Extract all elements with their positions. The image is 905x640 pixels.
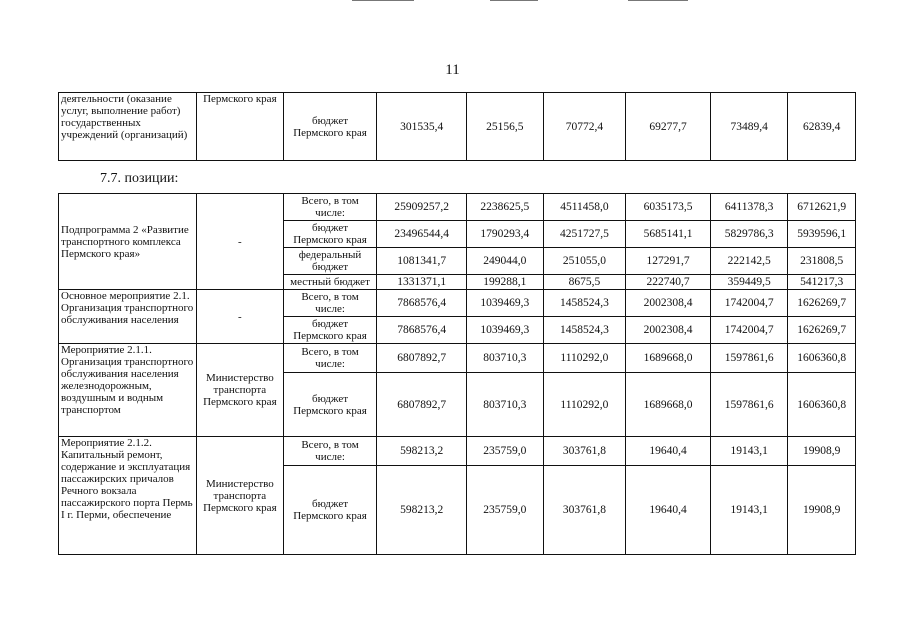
value-cell: 6712621,9: [788, 194, 856, 221]
table-row: [59, 290, 856, 317]
value-cell: 2002308,4: [626, 290, 711, 317]
value-cell: 1597861,6: [710, 373, 788, 437]
table-row: [59, 437, 856, 466]
value-cell: 222142,5: [710, 248, 788, 275]
value-cell: 127291,7: [626, 248, 711, 275]
value-cell: 19143,1: [710, 466, 788, 555]
value-cell: 301535,4: [377, 93, 467, 161]
value-cell: 1458524,3: [543, 290, 626, 317]
value-cell: 1626269,7: [788, 290, 856, 317]
row-source: местный бюджет: [283, 275, 377, 290]
value-cell: 1039469,3: [467, 290, 544, 317]
value-cell: 803710,3: [467, 344, 544, 373]
value-cell: 249044,0: [467, 248, 544, 275]
row-org: -: [197, 194, 284, 290]
row-name: Основное мероприятие 2.1. Организация транспортного обслуживания населения: [59, 290, 197, 344]
row-source: Всего, в том числе:: [283, 290, 377, 317]
row-source: бюджет Пермского края: [283, 317, 377, 344]
value-cell: 19143,1: [710, 437, 788, 466]
table-row: [59, 93, 856, 161]
value-cell: 5685141,1: [626, 221, 711, 248]
value-cell: 199288,1: [467, 275, 544, 290]
value-cell: 2238625,5: [467, 194, 544, 221]
table-row: [59, 344, 856, 373]
value-cell: 1742004,7: [710, 317, 788, 344]
row-name: Мероприятие 2.1.1. Организация транспортного обслуживания населения железнодорожным, воздушным и водным транспортом: [59, 344, 197, 437]
row-org: Министерство транспорта Пермского края: [197, 344, 284, 437]
value-cell: 19640,4: [626, 466, 711, 555]
value-cell: 803710,3: [467, 373, 544, 437]
value-cell: 1626269,7: [788, 317, 856, 344]
row-name: деятельности (оказание услуг, выполнение работ) государственных учреждений (организаций): [59, 93, 197, 161]
row-source: федеральный бюджет: [283, 248, 377, 275]
row-source: Всего, в том числе:: [283, 194, 377, 221]
value-cell: 25909257,2: [377, 194, 467, 221]
page-number: 11: [445, 62, 460, 78]
top-edge-mark: [490, 0, 538, 1]
row-source: бюджет Пермского края: [283, 221, 377, 248]
value-cell: 6035173,5: [626, 194, 711, 221]
value-cell: 359449,5: [710, 275, 788, 290]
row-source: Всего, в том числе:: [283, 437, 377, 466]
value-cell: 7868576,4: [377, 317, 467, 344]
row-source: бюджет Пермского края: [283, 93, 377, 161]
value-cell: 62839,4: [788, 93, 856, 161]
value-cell: 1742004,7: [710, 290, 788, 317]
value-cell: 1689668,0: [626, 344, 711, 373]
value-cell: 1790293,4: [467, 221, 544, 248]
value-cell: 6807892,7: [377, 344, 467, 373]
value-cell: 73489,4: [710, 93, 788, 161]
value-cell: 235759,0: [467, 466, 544, 555]
value-cell: 4251727,5: [543, 221, 626, 248]
row-org: Пермского края: [197, 93, 284, 161]
value-cell: 251055,0: [543, 248, 626, 275]
value-cell: 19640,4: [626, 437, 711, 466]
value-cell: 1110292,0: [543, 373, 626, 437]
value-cell: 1039469,3: [467, 317, 544, 344]
value-cell: 4511458,0: [543, 194, 626, 221]
value-cell: 1110292,0: [543, 344, 626, 373]
value-cell: 19908,9: [788, 466, 856, 555]
value-cell: 5939596,1: [788, 221, 856, 248]
value-cell: 303761,8: [543, 437, 626, 466]
value-cell: 8675,5: [543, 275, 626, 290]
value-cell: 598213,2: [377, 466, 467, 555]
value-cell: 541217,3: [788, 275, 856, 290]
value-cell: 6411378,3: [710, 194, 788, 221]
value-cell: 70772,4: [543, 93, 626, 161]
table-continuation: [58, 92, 856, 161]
value-cell: 6807892,7: [377, 373, 467, 437]
row-source: бюджет Пермского края: [283, 373, 377, 437]
row-name: Подпрограмма 2 «Развитие транспортного комплекса Пермского края»: [59, 194, 197, 290]
value-cell: 1689668,0: [626, 373, 711, 437]
table-main: [58, 193, 856, 555]
value-cell: 69277,7: [626, 93, 711, 161]
value-cell: 598213,2: [377, 437, 467, 466]
value-cell: 1331371,1: [377, 275, 467, 290]
value-cell: 235759,0: [467, 437, 544, 466]
value-cell: 23496544,4: [377, 221, 467, 248]
value-cell: 1597861,6: [710, 344, 788, 373]
value-cell: 303761,8: [543, 466, 626, 555]
top-edge-mark: [628, 0, 688, 1]
value-cell: 1458524,3: [543, 317, 626, 344]
value-cell: 19908,9: [788, 437, 856, 466]
row-source: Всего, в том числе:: [283, 344, 377, 373]
row-org: Министерство транспорта Пермского края: [197, 437, 284, 555]
row-name: Мероприятие 2.1.2. Капитальный ремонт, содержание и эксплуатация пассажирских причалов Речного вокзала пассажирского порта Пермь I г. Перми, обеспечение: [59, 437, 197, 555]
value-cell: 7868576,4: [377, 290, 467, 317]
value-cell: 1081341,7: [377, 248, 467, 275]
top-edge-mark: [352, 0, 414, 1]
table-row: [59, 194, 856, 221]
value-cell: 222740,7: [626, 275, 711, 290]
value-cell: 2002308,4: [626, 317, 711, 344]
row-org: -: [197, 290, 284, 344]
section-heading: 7.7. позиции:: [100, 171, 179, 186]
value-cell: 5829786,3: [710, 221, 788, 248]
row-source: бюджет Пермского края: [283, 466, 377, 555]
value-cell: 1606360,8: [788, 373, 856, 437]
value-cell: 1606360,8: [788, 344, 856, 373]
value-cell: 231808,5: [788, 248, 856, 275]
value-cell: 25156,5: [467, 93, 544, 161]
